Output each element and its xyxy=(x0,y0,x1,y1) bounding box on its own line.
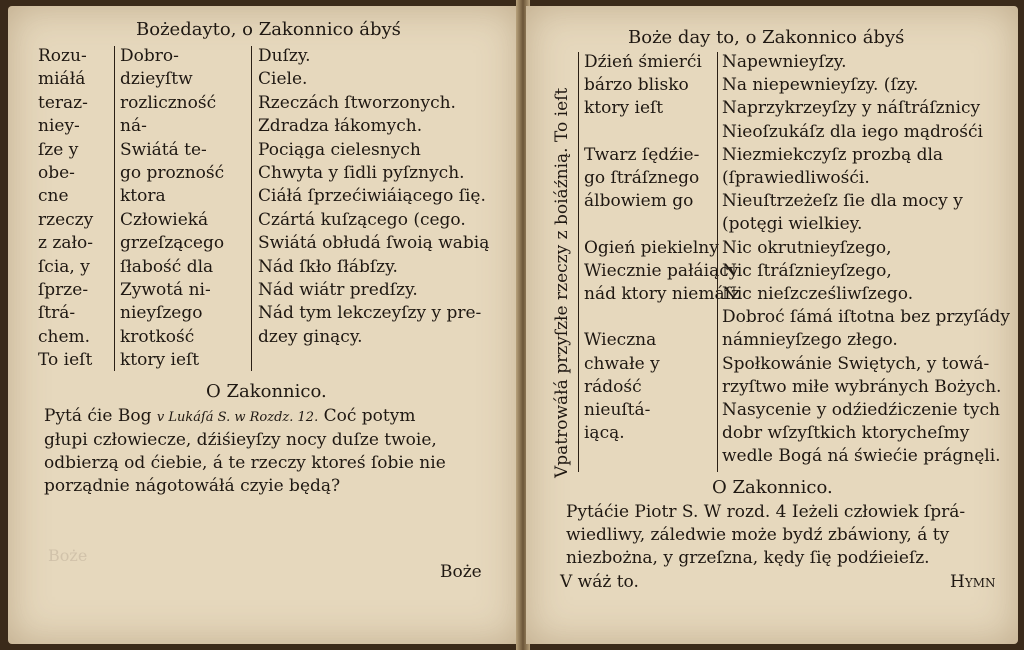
right-col1-line: Wiecznie pałáiący xyxy=(584,260,739,281)
left-col3-line: Nád tym lekczeyſzy y pre- xyxy=(258,303,482,324)
left-col1-line: ſtrá- xyxy=(38,303,76,324)
left-col3-line: Nád wiátr predſzy. xyxy=(258,280,418,300)
left-col1-line: ſcia, y xyxy=(38,256,90,277)
left-col1-line: niey- xyxy=(38,116,80,137)
right-brace-2 xyxy=(717,52,718,472)
left-subheading: O Zakonnico. xyxy=(206,381,327,402)
left-col2-line: Swiátá te- xyxy=(120,139,207,160)
left-col1-line: miáłá xyxy=(38,69,86,90)
left-col1-line: ſprze- xyxy=(38,280,89,300)
right-col1-line: rádość xyxy=(584,376,642,397)
left-col1-line: To ieſt xyxy=(38,350,93,371)
left-col2-line: ktora xyxy=(120,186,166,207)
right-col1-line: ktory ieſt xyxy=(584,98,664,119)
left-brace-1 xyxy=(114,46,115,371)
right-side-text: Vpatrowáłá przyſzłe rzeczy z boiáźnią. To ieſt xyxy=(552,87,572,478)
left-col2-line: krotkość xyxy=(120,326,195,347)
left-col1-line: rzeczy xyxy=(38,209,94,230)
right-col2-line: námnieyſzego złego. xyxy=(722,330,898,351)
body-prefix: Pytá ćie Bog xyxy=(44,406,152,426)
right-col1-line: Wieczna xyxy=(584,330,657,351)
right-col1-line: Ogień piekielny xyxy=(584,237,719,258)
right-col1-line: bárzo blisko xyxy=(584,75,689,96)
right-col2-line: Nic nieſzcześliwſzego. xyxy=(722,284,914,304)
right-col2-line: dobr wſzyſtkich ktorycheſmy xyxy=(722,423,970,444)
right-page xyxy=(526,6,1018,644)
right-col1-line: Twarz ſędźie- xyxy=(584,144,700,165)
right-col1-line: iącą. xyxy=(584,423,625,444)
left-body-first-line xyxy=(44,406,415,428)
left-header: Bożedayto, o Zakonnico ábyś xyxy=(136,19,401,40)
left-body-line: odbierzą od ćiebie, á te rzeczy ktoreś ſobie nie xyxy=(44,453,446,473)
left-col2-line: grzeſzącego xyxy=(120,233,225,254)
left-col3-line: Ciele. xyxy=(258,69,308,90)
left-col3-line: Nád ſkło ſłábſzy. xyxy=(258,256,398,277)
left-col3-line: Czártá kuſzącego (cego. xyxy=(258,209,466,230)
left-col3-line: Chwyta y ſidli pyſznych. xyxy=(258,163,465,183)
right-col2-line: Na niepewnieyſzy. (ſzy. xyxy=(722,75,919,96)
left-col3-line: Zdradza łákomych. xyxy=(258,116,423,137)
right-col2-line: wedle Bogá ná świećie prágnęli. xyxy=(722,446,1001,467)
right-header: Boże day to, o Zakonnico ábyś xyxy=(628,27,905,48)
left-body-line: głupi człowiecze, dźiśieyſzy nocy duſze twoie, xyxy=(44,430,437,450)
left-col2-line: rozliczność xyxy=(120,92,217,113)
left-col1-line: teraz- xyxy=(38,92,88,113)
left-col3-line: dzey ginący. xyxy=(258,326,363,347)
left-page: Bożedayto, o Zakonnico ábyś Rozu- miáłá teraz- niey- ſze y obe- cne rzeczy z zało- ſcia, y ſprze- ſtrá- chem. To ieſt Dobro- dzieyſtw rozliczność ná- Swiátá te- go prozność ktora Człowieká grzeſzącego ſłabość dla Zywotá ni- nieyſzego krotkość ktory ieſt Duſzy. Ciele. Rzeczách ſtworzonych. Zdradza łákomych. Pociąga cielesnych Chwyta y ſidli pyſznych. Ciáłá ſprzećiwiáiącego ſię. Czártá kuſzącego (cego. Swiátá obłudá ſwoią wabią Nád ſkło ſłábſzy. Nád wiátr predſzy. Nád tym lekczeyſzy y pre- dzey ginący. O Zakonnico. Pytá ćie Bog v Lukáſá S. w Rozdz. 12. Coć potym głupi człowiecze, dźiśieyſzy nocy duſze twoie, odbierzą od ćiebie, á te rzeczy ktoreś ſobie nie porządnie nágotowáłá czyie będą? Boże Boże xyxy=(8,6,520,644)
left-col2-line: Zywotá ni- xyxy=(120,280,211,300)
right-subheading: O Zakonnico. xyxy=(712,477,833,498)
left-col3-line: Pociąga cielesnych xyxy=(258,139,421,160)
right-body-line: niezbożna, y grzeſzna, kędy ſię podźieieſz. xyxy=(566,548,930,568)
right-col2-line: Nic ſtráſznieyſzego, xyxy=(722,260,892,281)
left-col2-line: go prozność xyxy=(120,163,225,183)
right-catchword: Hymn xyxy=(950,572,996,592)
right-col1-line: Dźień śmierći xyxy=(584,52,702,72)
left-col3-line: Ciáłá ſprzećiwiáiącego ſię. xyxy=(258,186,486,207)
left-col3-line: Duſzy. xyxy=(258,46,311,66)
right-col2-line: (ſprawiedliwośći. xyxy=(722,168,870,188)
right-col2-line: Społkowánie Swiętych, y towá- xyxy=(722,353,990,374)
left-col2-line: ktory ieſt xyxy=(120,350,200,371)
right-col2-line: Nieuſtrzeżeſz ſie dla mocy y xyxy=(722,191,963,212)
left-col2-line: ná- xyxy=(120,116,147,137)
right-col1-line: chwałe y xyxy=(584,353,660,374)
left-col2-line: dzieyſtw xyxy=(120,69,193,90)
right-last-line: V wáż to. xyxy=(560,572,639,592)
right-col2-line: Naprzykrzeyſzy y náſtráſznicy xyxy=(722,98,981,119)
right-col2-line: Niezmiekczyſz prozbą dla xyxy=(722,144,944,165)
left-col1-line: obe- xyxy=(38,163,75,183)
right-col2-line: Nasycenie y odźiedźiczenie tych xyxy=(722,400,1000,420)
right-body-line: Pytáćie Piotr S. W rozd. 4 Ieżeli człowiek ſprá- xyxy=(566,502,966,522)
left-col1-line: cne xyxy=(38,186,69,207)
left-brace-2 xyxy=(251,46,252,371)
right-col2-line: Nieoſzukáſz dla iego mądrośći xyxy=(722,121,983,142)
right-col1-line: álbowiem go xyxy=(584,191,694,212)
right-col2-line: Dobroć ſámá iſtotna bez przyſády xyxy=(722,307,1011,328)
left-col2-line: nieyſzego xyxy=(120,303,203,324)
right-col1-line: go ſtráſznego xyxy=(584,168,700,188)
left-col1-line: ſze y xyxy=(38,139,79,160)
scripture-ref: v Lukáſá S. w Rozdz. 12. xyxy=(156,410,319,425)
left-col1-line: z zało- xyxy=(38,233,93,254)
left-catchword: Boże xyxy=(440,562,482,582)
left-col2-line: ſłabość dla xyxy=(120,256,214,277)
left-col1-line: chem. xyxy=(38,326,91,347)
right-col1-line: nieuſtá- xyxy=(584,400,651,420)
left-col2-line: Człowieká xyxy=(120,209,209,230)
left-col1-line: Rozu- xyxy=(38,46,87,66)
left-col3-line: Swiátá obłudá ſwoią wabią xyxy=(258,233,490,254)
left-body-line: porządnie nágotowáłá czyie będą? xyxy=(44,476,341,496)
right-col1-line: nád ktory niemáſz xyxy=(584,284,740,304)
left-col3-line: Rzeczách ſtworzonych. xyxy=(258,92,456,113)
right-col2-line: Nic okrutnieyſzego, xyxy=(722,237,892,258)
right-col2-line: Napewnieyſzy. xyxy=(722,52,847,72)
right-col2-line: (potęgi wielkiey. xyxy=(722,214,863,235)
body-suffix: Coć potym xyxy=(323,406,416,426)
right-outer-brace xyxy=(578,52,579,472)
left-col2-line: Dobro- xyxy=(120,46,179,66)
right-col2-line: rzyſtwo miłe wybránych Bożych. xyxy=(722,376,1002,397)
right-body-line: wiedliwy, záledwie może bydź zbáwiony, á ty xyxy=(566,525,950,545)
